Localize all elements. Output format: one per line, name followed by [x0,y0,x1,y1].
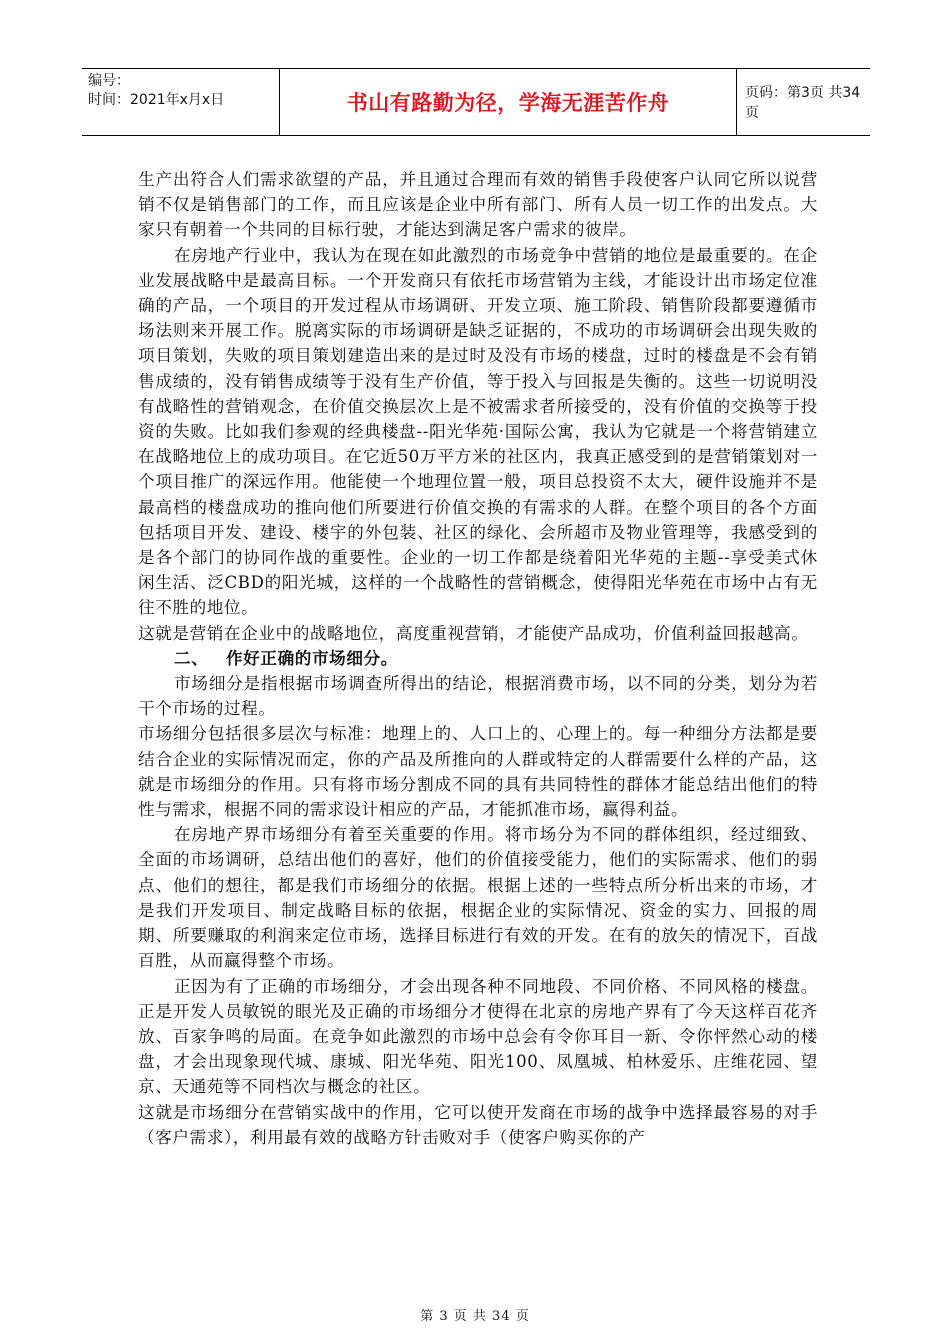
paragraph-3: 这就是营销在企业中的战略地位，高度重视营销，才能使产品成功，价值利益回报越高。 [138,623,809,643]
document-body [138,167,818,1150]
paragraph-4: 市场细分是指根据市场调查所得出的结论，根据消费市场，以不同的分类，划分为若干个市场的过程。 [138,674,818,719]
page-footer: 第 3 页 共 34 页 [420,1309,530,1324]
paragraph-5: 市场细分包括很多层次与标准：地理上的、人口上的、心理上的。每一种细分方法都是要结合企业的实际情况而定，你的产品及所推向的人群或特定的人群需要什么样的产品，这就是市场细分的作用。只有将市场分割成不同的具有共同特性的群体才能总结出他们的特性与需求，根据不同的需求设计相应的产品，才能抓准市场，赢得利益。 [138,724,818,820]
header-meta [82,69,280,135]
header-motto: 书山有路勤为径，学海无涯苦作舟 [280,69,737,135]
page-header [82,68,870,136]
paragraph-6: 在房地产界市场细分有着至关重要的作用。将市场分为不同的群体组织，经过细致、全面的市场调研，总结出他们的喜好，他们的价值接受能力，他们的实际需求、他们的弱点、他们的想往，都是我们市场细分的依据。根据上述的一些特点所分析出来的市场，才是我们开发项目、制定战略目标的依据，根据企业的实际情况、资金的实力、回报的周期、所要赚取的利润来定位市场，选择目标进行有效的开发。在有的放矢的情况下，百战百胜，从而赢得整个市场。 [138,825,818,971]
document-number-label: 编号： [88,73,130,89]
section-number: 二、 [174,647,209,668]
section-title: 作好正确的市场细分。 [226,647,398,668]
section-heading [138,646,818,671]
paragraph-8: 这就是市场细分在营销实战中的作用，它可以使开发商在市场的战争中选择最容易的对手（客户需求），利用最有效的战略方针击败对手（使客户购买你的产 [138,1102,818,1147]
paragraph-1: 生产出符合人们需求欲望的产品，并且通过合理而有效的销售手段使客户认同它所以说营销不仅是销售部门的工作，而且应该是企业中所有部门、所有人员一切工作的出发点。大家只有朝着一个共同的目标行驶，才能达到满足客户需求的彼岸。 [138,170,818,240]
paragraph-7: 正因为有了正确的市场细分，才会出现各种不同地段、不同价格、不同风格的楼盘。正是开发人员敏锐的眼光及正确的市场细分才使得在北京的房地产界有了今天这样百花齐放、百家争鸣的局面。在竞争如此激烈的市场中总会有令你耳目一新、令你怦然心动的楼盘，才会出现象现代城、康城、阳光华苑、阳光100、凤凰城、柏林爱乐、庄维花园、望京、天通苑等不同档次与概念的社区。 [138,976,818,1097]
header-page-number: 页码：第3页 共34页 [745,85,861,121]
paragraph-2: 在房地产行业中，我认为在现在如此激烈的市场竞争中营销的地位是最重要的。在企业发展战略中是最高目标。一个开发商只有依托市场营销为主线，才能设计出市场定位准确的产品，一个项目的开发过程从市场调研、开发立项、施工阶段、销售阶段都要遵循市场法则来开展工作。脱离实际的市场调研是缺乏证据的，不成功的市场调研会出现失败的项目策划，失败的项目策划建造出来的是过时及没有市场的楼盘，过时的楼盘是不会有销售成绩的，没有销售成绩等于没有生产价值，等于投入与回报是失衡的。这些一切说明没有战略性的营销观念，在价值交换层次上是不被需求者所接受的，没有价值的交换等于投资的失败。比如我们参观的经典楼盘--阳光华苑·国际公寓，我认为它就是一个将营销建立在战略地位上的成功项目。在它近50万平方米的社区内，我真正感受到的是营销策划对一个项目推广的深远作用。他能使一个地理位置一般，项目总投资不太大，硬件设施并不是最高档的楼盘成功的推向他们所要进行价值交换的有需求的人群。在整个项目的各个方面包括项目开发、建设、楼宇的外包装、社区的绿化、会所超市及物业管理等，我感受到的是各个部门的协同作战的重要性。企业的一切工作都是绕着阳光华苑的主题--享受美式休闲生活、泛CBD的阳光城，这样的一个战略性的营销概念，使得阳光华苑在市场中占有无往不胜的地位。 [138,245,818,618]
document-date-label: 时间：2021年x月x日 [88,92,225,108]
